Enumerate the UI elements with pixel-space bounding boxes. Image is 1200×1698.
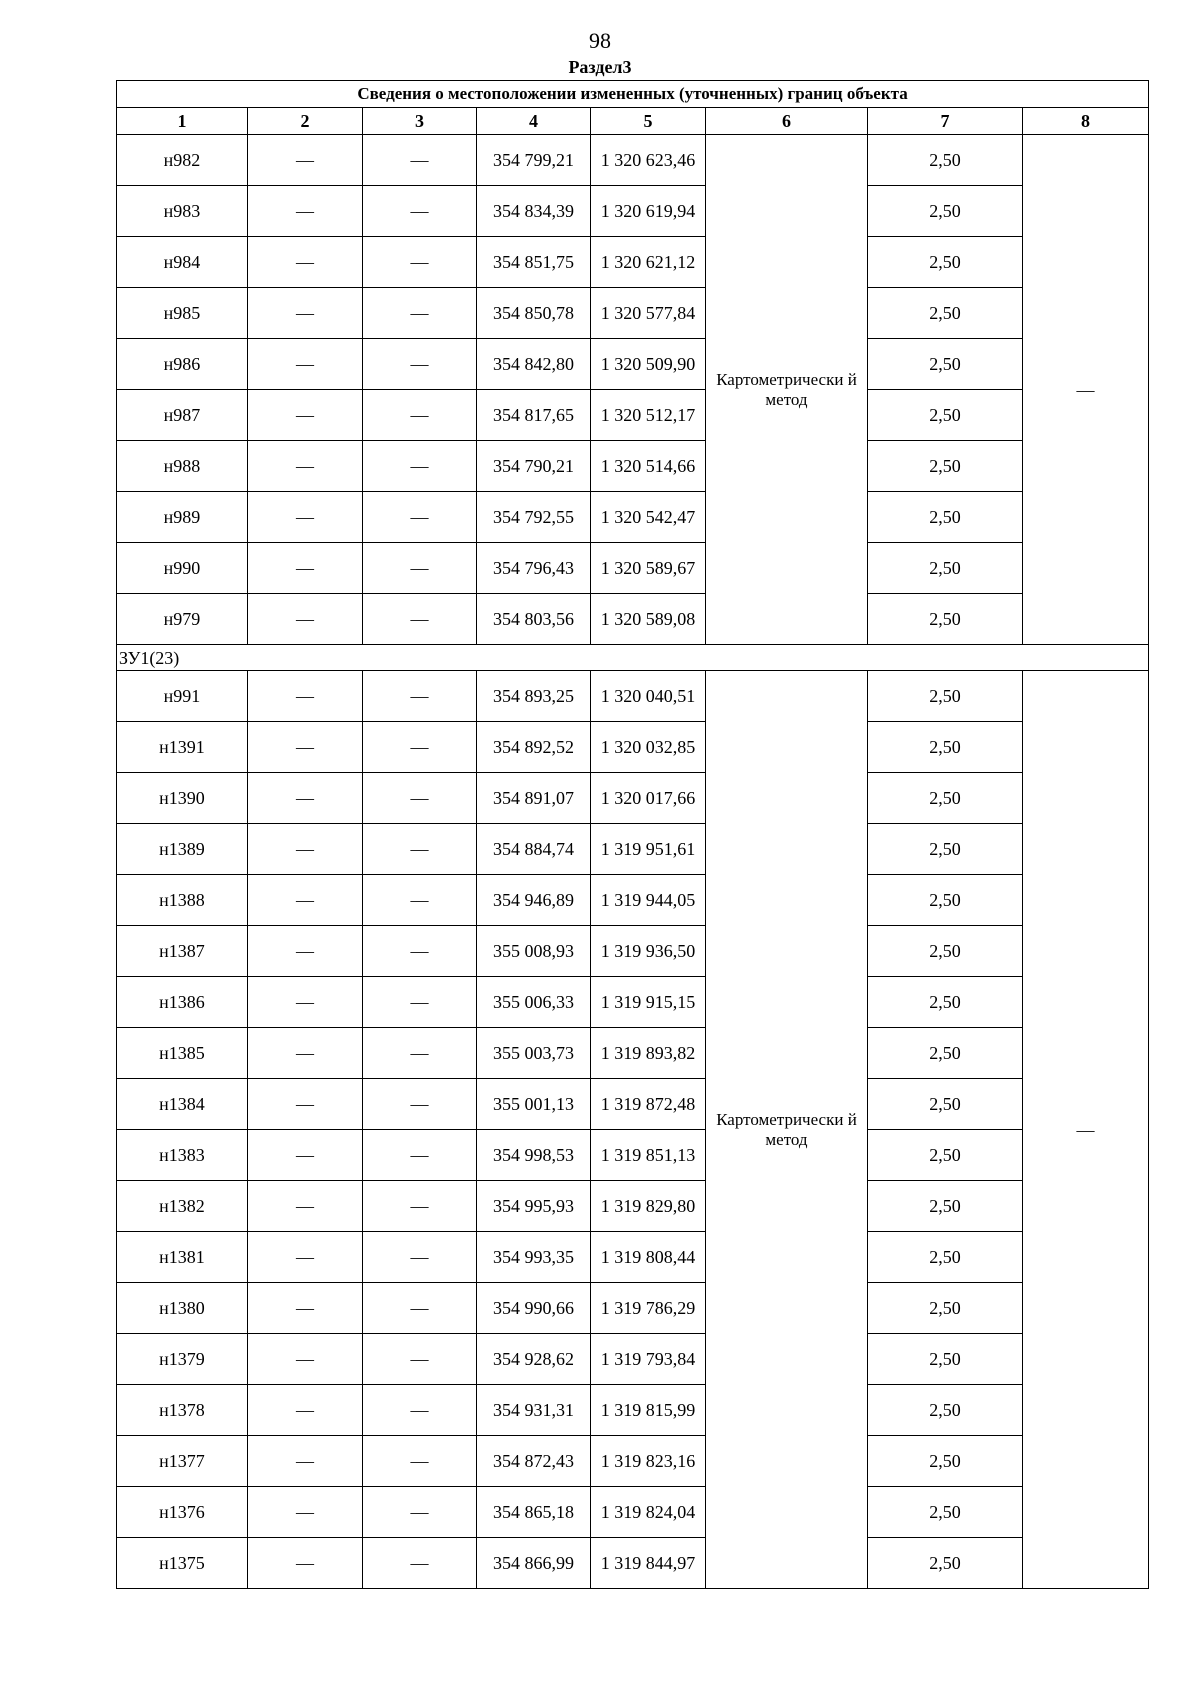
point-name-cell: н990: [117, 543, 248, 594]
table-row: [117, 1385, 1149, 1436]
accuracy-cell: 2,50: [868, 1385, 1023, 1436]
accuracy-cell: 2,50: [868, 773, 1023, 824]
page-number: 98: [589, 28, 611, 53]
y-coordinate-cell: 1 319 851,13: [591, 1130, 706, 1181]
accuracy-cell: 2,50: [868, 339, 1023, 390]
x-coordinate-cell: 354 892,52: [477, 722, 591, 773]
col3-cell: —: [363, 1385, 477, 1436]
point-name-cell: н1389: [117, 824, 248, 875]
point-name-cell: н1375: [117, 1538, 248, 1589]
table-title: Сведения о местоположении измененных (уточненных) границ объекта: [117, 81, 1149, 108]
y-coordinate-cell: 1 320 623,46: [591, 135, 706, 186]
point-name-cell: н987: [117, 390, 248, 441]
col3-cell: —: [363, 1232, 477, 1283]
col3-cell: —: [363, 1538, 477, 1589]
point-name-cell: н1381: [117, 1232, 248, 1283]
column-header: 6: [706, 108, 868, 135]
table-row: [117, 1538, 1149, 1589]
col2-cell: —: [248, 1079, 363, 1130]
x-coordinate-cell: 355 008,93: [477, 926, 591, 977]
accuracy-cell: 2,50: [868, 186, 1023, 237]
accuracy-cell: 2,50: [868, 977, 1023, 1028]
point-name-cell: н988: [117, 441, 248, 492]
col2-cell: —: [248, 339, 363, 390]
x-coordinate-cell: 354 792,55: [477, 492, 591, 543]
col2-cell: —: [248, 288, 363, 339]
col2-cell: —: [248, 1181, 363, 1232]
table-row: [117, 1130, 1149, 1181]
y-coordinate-cell: 1 319 844,97: [591, 1538, 706, 1589]
table-row: [117, 926, 1149, 977]
point-name-cell: н1387: [117, 926, 248, 977]
accuracy-cell: 2,50: [868, 1079, 1023, 1130]
accuracy-cell: 2,50: [868, 1028, 1023, 1079]
accuracy-cell: 2,50: [868, 135, 1023, 186]
x-coordinate-cell: 354 850,78: [477, 288, 591, 339]
method-cell: Картометрически й метод: [706, 671, 868, 1589]
accuracy-cell: 2,50: [868, 1232, 1023, 1283]
y-coordinate-cell: 1 320 017,66: [591, 773, 706, 824]
table-row: [117, 594, 1149, 645]
col3-cell: —: [363, 1079, 477, 1130]
point-name-cell: н991: [117, 671, 248, 722]
table-row: [117, 671, 1149, 722]
y-coordinate-cell: 1 319 786,29: [591, 1283, 706, 1334]
column-header: 2: [248, 108, 363, 135]
table-row: [117, 390, 1149, 441]
x-coordinate-cell: 354 928,62: [477, 1334, 591, 1385]
accuracy-cell: 2,50: [868, 824, 1023, 875]
accuracy-cell: 2,50: [868, 722, 1023, 773]
point-name-cell: н1379: [117, 1334, 248, 1385]
column-header: 5: [591, 108, 706, 135]
col2-cell: —: [248, 926, 363, 977]
x-coordinate-cell: 354 865,18: [477, 1487, 591, 1538]
x-coordinate-cell: 354 842,80: [477, 339, 591, 390]
x-coordinate-cell: 354 993,35: [477, 1232, 591, 1283]
accuracy-cell: 2,50: [868, 390, 1023, 441]
col2-cell: —: [248, 1385, 363, 1436]
accuracy-cell: 2,50: [868, 1181, 1023, 1232]
y-coordinate-cell: 1 319 872,48: [591, 1079, 706, 1130]
col2-cell: —: [248, 1538, 363, 1589]
x-coordinate-cell: 355 006,33: [477, 977, 591, 1028]
point-name-cell: н1388: [117, 875, 248, 926]
accuracy-cell: 2,50: [868, 1334, 1023, 1385]
table-row: [117, 773, 1149, 824]
column-header: 3: [363, 108, 477, 135]
col3-cell: —: [363, 237, 477, 288]
x-coordinate-cell: 354 891,07: [477, 773, 591, 824]
point-name-cell: н1376: [117, 1487, 248, 1538]
column-header: 7: [868, 108, 1023, 135]
y-coordinate-cell: 1 319 829,80: [591, 1181, 706, 1232]
col2-cell: —: [248, 1232, 363, 1283]
x-coordinate-cell: 354 990,66: [477, 1283, 591, 1334]
point-name-cell: н1383: [117, 1130, 248, 1181]
col2-cell: —: [248, 186, 363, 237]
x-coordinate-cell: 354 998,53: [477, 1130, 591, 1181]
col3-cell: —: [363, 135, 477, 186]
y-coordinate-cell: 1 319 824,04: [591, 1487, 706, 1538]
table-row: [117, 824, 1149, 875]
col2-cell: —: [248, 671, 363, 722]
col2-cell: —: [248, 441, 363, 492]
col3-cell: —: [363, 773, 477, 824]
table-row: [117, 186, 1149, 237]
table-row: [117, 1334, 1149, 1385]
point-name-cell: н1384: [117, 1079, 248, 1130]
x-coordinate-cell: 355 001,13: [477, 1079, 591, 1130]
col3-cell: —: [363, 1181, 477, 1232]
x-coordinate-cell: 354 872,43: [477, 1436, 591, 1487]
table-row: [117, 237, 1149, 288]
x-coordinate-cell: 354 803,56: [477, 594, 591, 645]
accuracy-cell: 2,50: [868, 1538, 1023, 1589]
section-label: Раздел3: [568, 57, 632, 77]
point-name-cell: н989: [117, 492, 248, 543]
point-name-cell: н1391: [117, 722, 248, 773]
x-coordinate-cell: 354 931,31: [477, 1385, 591, 1436]
accuracy-cell: 2,50: [868, 492, 1023, 543]
table-row: [117, 441, 1149, 492]
point-name-cell: н986: [117, 339, 248, 390]
col2-cell: —: [248, 543, 363, 594]
table-row: [117, 722, 1149, 773]
y-coordinate-cell: 1 320 040,51: [591, 671, 706, 722]
accuracy-cell: 2,50: [868, 1487, 1023, 1538]
point-name-cell: н1386: [117, 977, 248, 1028]
col2-cell: —: [248, 237, 363, 288]
column-header: 1: [117, 108, 248, 135]
col2-cell: —: [248, 594, 363, 645]
point-name-cell: н983: [117, 186, 248, 237]
table-row: [117, 543, 1149, 594]
table-row: [117, 492, 1149, 543]
col3-cell: —: [363, 543, 477, 594]
accuracy-cell: 2,50: [868, 237, 1023, 288]
y-coordinate-cell: 1 319 944,05: [591, 875, 706, 926]
x-coordinate-cell: 354 884,74: [477, 824, 591, 875]
col2-cell: —: [248, 135, 363, 186]
x-coordinate-cell: 354 796,43: [477, 543, 591, 594]
col2-cell: —: [248, 1334, 363, 1385]
col2-cell: —: [248, 1028, 363, 1079]
y-coordinate-cell: 1 320 032,85: [591, 722, 706, 773]
y-coordinate-cell: 1 319 793,84: [591, 1334, 706, 1385]
table-title-row: [117, 81, 1149, 108]
table-row: [117, 135, 1149, 186]
col3-cell: —: [363, 824, 477, 875]
x-coordinate-cell: 354 866,99: [477, 1538, 591, 1589]
col3-cell: —: [363, 926, 477, 977]
table-row: [117, 288, 1149, 339]
y-coordinate-cell: 1 320 542,47: [591, 492, 706, 543]
col2-cell: —: [248, 722, 363, 773]
x-coordinate-cell: 354 851,75: [477, 237, 591, 288]
table-row: [117, 1283, 1149, 1334]
point-name-cell: н1390: [117, 773, 248, 824]
accuracy-cell: 2,50: [868, 1283, 1023, 1334]
table-row: [117, 1028, 1149, 1079]
x-coordinate-cell: 354 817,65: [477, 390, 591, 441]
table-row: [117, 1436, 1149, 1487]
point-name-cell: н1385: [117, 1028, 248, 1079]
col3-cell: —: [363, 1487, 477, 1538]
point-name-cell: н985: [117, 288, 248, 339]
y-coordinate-cell: 1 320 514,66: [591, 441, 706, 492]
coordinates-table: [116, 80, 1149, 1589]
accuracy-cell: 2,50: [868, 288, 1023, 339]
col3-cell: —: [363, 722, 477, 773]
point-name-cell: н1380: [117, 1283, 248, 1334]
table-row: [117, 1487, 1149, 1538]
accuracy-cell: 2,50: [868, 875, 1023, 926]
col3-cell: —: [363, 594, 477, 645]
table-row: [117, 339, 1149, 390]
x-coordinate-cell: 354 790,21: [477, 441, 591, 492]
accuracy-cell: 2,50: [868, 441, 1023, 492]
point-name-cell: н982: [117, 135, 248, 186]
group-label-row: [117, 645, 1149, 671]
table-row: [117, 1181, 1149, 1232]
col2-cell: —: [248, 977, 363, 1028]
y-coordinate-cell: 1 319 951,61: [591, 824, 706, 875]
point-name-cell: н1377: [117, 1436, 248, 1487]
table-row: [117, 977, 1149, 1028]
point-name-cell: н984: [117, 237, 248, 288]
method-cell: Картометрически й метод: [706, 135, 868, 645]
x-coordinate-cell: 355 003,73: [477, 1028, 591, 1079]
point-name-cell: н979: [117, 594, 248, 645]
col2-cell: —: [248, 773, 363, 824]
point-name-cell: н1378: [117, 1385, 248, 1436]
col2-cell: —: [248, 390, 363, 441]
y-coordinate-cell: 1 319 893,82: [591, 1028, 706, 1079]
accuracy-cell: 2,50: [868, 671, 1023, 722]
col2-cell: —: [248, 1436, 363, 1487]
group-label: ЗУ1(23): [117, 645, 1149, 671]
col3-cell: —: [363, 875, 477, 926]
col3-cell: —: [363, 1436, 477, 1487]
col3-cell: —: [363, 492, 477, 543]
accuracy-cell: 2,50: [868, 926, 1023, 977]
accuracy-cell: 2,50: [868, 543, 1023, 594]
col3-cell: —: [363, 977, 477, 1028]
col3-cell: —: [363, 1028, 477, 1079]
table-row: [117, 1079, 1149, 1130]
x-coordinate-cell: 354 946,89: [477, 875, 591, 926]
col8-cell: —: [1023, 671, 1149, 1589]
accuracy-cell: 2,50: [868, 1130, 1023, 1181]
col3-cell: —: [363, 339, 477, 390]
accuracy-cell: 2,50: [868, 594, 1023, 645]
y-coordinate-cell: 1 320 621,12: [591, 237, 706, 288]
col3-cell: —: [363, 1283, 477, 1334]
y-coordinate-cell: 1 319 815,99: [591, 1385, 706, 1436]
y-coordinate-cell: 1 319 823,16: [591, 1436, 706, 1487]
col3-cell: —: [363, 390, 477, 441]
col2-cell: —: [248, 1487, 363, 1538]
col2-cell: —: [248, 1283, 363, 1334]
column-header: 4: [477, 108, 591, 135]
y-coordinate-cell: 1 320 512,17: [591, 390, 706, 441]
col3-cell: —: [363, 1130, 477, 1181]
col8-cell: —: [1023, 135, 1149, 645]
column-header-row: [117, 108, 1149, 135]
y-coordinate-cell: 1 320 589,67: [591, 543, 706, 594]
col2-cell: —: [248, 492, 363, 543]
x-coordinate-cell: 354 893,25: [477, 671, 591, 722]
col3-cell: —: [363, 671, 477, 722]
x-coordinate-cell: 354 799,21: [477, 135, 591, 186]
col3-cell: —: [363, 288, 477, 339]
table-row: [117, 875, 1149, 926]
point-name-cell: н1382: [117, 1181, 248, 1232]
table-row: [117, 1232, 1149, 1283]
col2-cell: —: [248, 875, 363, 926]
column-header: 8: [1023, 108, 1149, 135]
col2-cell: —: [248, 824, 363, 875]
y-coordinate-cell: 1 319 808,44: [591, 1232, 706, 1283]
y-coordinate-cell: 1 319 936,50: [591, 926, 706, 977]
x-coordinate-cell: 354 834,39: [477, 186, 591, 237]
y-coordinate-cell: 1 320 589,08: [591, 594, 706, 645]
col3-cell: —: [363, 441, 477, 492]
col3-cell: —: [363, 186, 477, 237]
col3-cell: —: [363, 1334, 477, 1385]
col2-cell: —: [248, 1130, 363, 1181]
y-coordinate-cell: 1 319 915,15: [591, 977, 706, 1028]
y-coordinate-cell: 1 320 577,84: [591, 288, 706, 339]
accuracy-cell: 2,50: [868, 1436, 1023, 1487]
y-coordinate-cell: 1 320 619,94: [591, 186, 706, 237]
y-coordinate-cell: 1 320 509,90: [591, 339, 706, 390]
x-coordinate-cell: 354 995,93: [477, 1181, 591, 1232]
